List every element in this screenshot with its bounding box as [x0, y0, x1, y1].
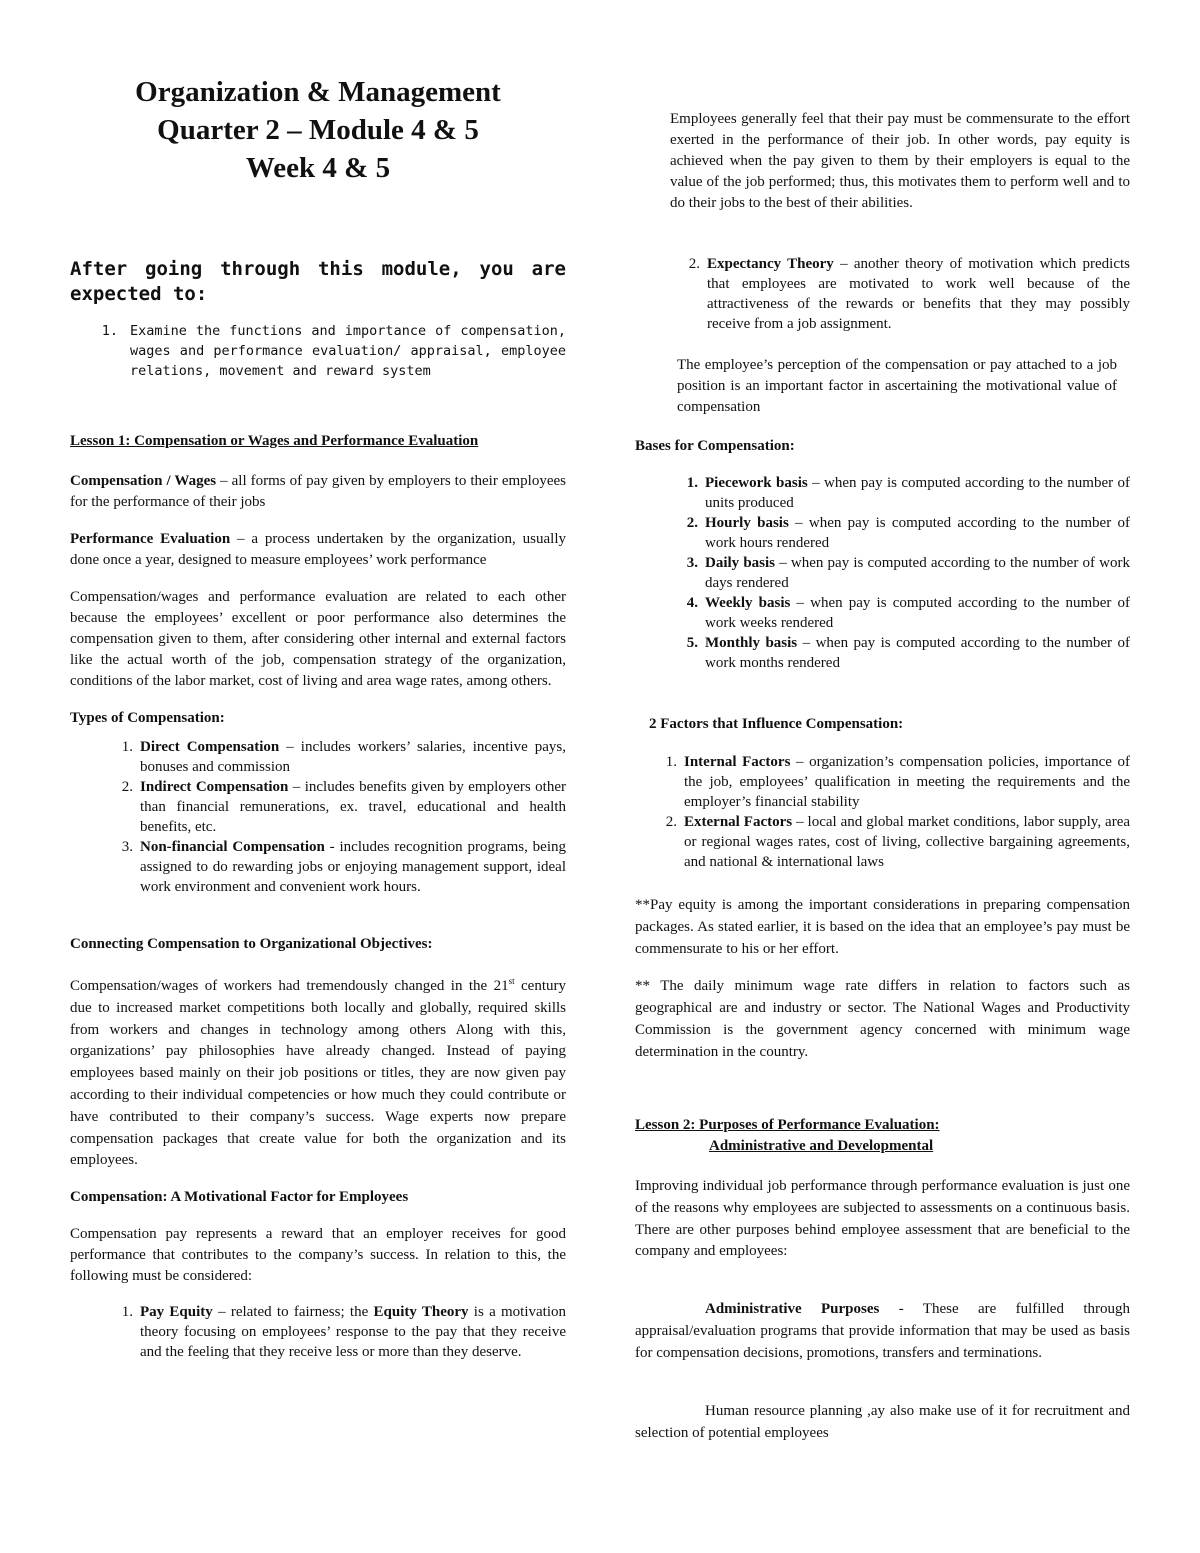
note-pay-equity: **Pay equity is among the important considerations in preparing compensation packages. As stated earlier, it is based on the idea that an employee’s pay must be commensurate to his or her effort. [635, 897, 1130, 957]
objectives-section [70, 257, 566, 381]
admin-term: Administrative Purposes [705, 1301, 880, 1317]
motivation-list [103, 1302, 566, 1362]
connecting-heading: Connecting Compensation to Organizational Objectives: [70, 936, 433, 952]
list-item: 1. Pay Equity – related to fairness; the Equity Theory is a motivation theory focusing on employees’ response to the pay that they receive and the feeling that they receive less or more than they deserve. [121, 1304, 566, 1361]
connecting-paragraph: Compensation/wages of workers had tremendously changed in the 21st century due to increased market competitions both locally and globally, required skills from workers and changes in technology among others Along with this, organizations’ pay philosophies have already changed. Instead of paying employees based mainly on their job positions or titles, they are now given pay according to their individual competencies or how much they could contribute or have contributed to their company’s success. Wage experts now prepare compensation packages that create value for both the organization and its employees. [70, 976, 567, 1169]
motivational-heading: Compensation: A Motivational Factor for Employees [70, 1189, 409, 1206]
administrative-paragraph: Administrative Purposes - These are fulfilled through appraisal/evaluation programs that provide information that may be used as basis for compensation decisions, promotions, transfers and terminations. [635, 1301, 1130, 1361]
hr-planning-paragraph: Human resource planning ,ay also make use of it for recruitment and selection of potential employees [635, 1403, 1130, 1441]
relation-paragraph: Compensation/wages and performance evaluation are related to each other because the employees’ excellent or poor performance also determines the compensation given to them, after considering other internal and external factors like the actual worth of the job, compensation strategy of the organization, conditions of the labor market, cost of living and area wage rates, among others. [70, 589, 566, 689]
types-list [103, 737, 566, 897]
list-item: 1. Piecework basis – when pay is computed according to the number of units produced [686, 475, 1131, 511]
perception-paragraph: The employee’s perception of the compensation or pay attached to a job position is an important factor in ascertaining the motivational value of compensation [677, 357, 1117, 415]
bases-heading: Bases for Compensation: [635, 438, 795, 454]
definition-performance-evaluation: Performance Evaluation – a process undertaken by the organization, usually done once a year, designed to measure employees’ work performance [70, 531, 566, 568]
lesson1-section [70, 431, 566, 1362]
factors-heading: 2 Factors that Influence Compensation: [649, 716, 904, 732]
list-item: 1. Internal Factors – organization’s compensation policies, importance of the job, employees’ qualification in meeting the requirements and the employer’s financial stability [665, 754, 1131, 810]
list-item: 3. Daily basis – when pay is computed according to the number of work days rendered [686, 555, 1130, 591]
list-item: 5. Monthly basis – when pay is computed according to the number of work months rendered [686, 635, 1130, 671]
objective-item: 1. Examine the functions and importance of compensation, wages and performance evaluation/ appraisal, employee relations, movement and reward system [101, 323, 566, 379]
list-item: 2. External Factors – local and global market conditions, labor supply, area or regional wages rates, cost of living, collective bargaining agreements, and national & international laws [665, 814, 1131, 870]
title-block [70, 73, 566, 187]
def-term: Compensation / Wages [70, 473, 217, 489]
list-item: 2. Hourly basis – when pay is computed according to the number of work hours rendered [686, 515, 1130, 551]
lesson2-heading: Lesson 2: Purposes of Performance Evaluation: Administrative and Developmental [635, 1117, 940, 1154]
note-minimum-wage: ** The daily minimum wage rate differs in relation to factors such as geographical are and industry or sector. The National Wages and Productivity Commission is the government agency concerned with minimum wage determination in the country. [635, 978, 1130, 1060]
title-line-3: Week 4 & 5 [245, 152, 391, 184]
objective-text: Examine the functions and importance of compensation, wages and performance evaluation/ appraisal, employee relations, movement and reward system [130, 323, 566, 379]
lesson1-heading: Lesson 1: Compensation or Wages and Performance Evaluation [70, 433, 479, 449]
types-heading: Types of Compensation: [70, 710, 225, 726]
lesson2-paragraph: Improving individual job performance through performance evaluation is just one of the reasons why employees are subjected to assessments on a continuous basis. There are other purposes behind employee assessment that are beneficial to the company and employees: [635, 1178, 1130, 1260]
title-line-1: Organization & Management [135, 76, 501, 108]
factors-list [647, 752, 1130, 872]
objectives-heading: After going through this module, you are expected to: [70, 258, 566, 305]
equity-paragraph: Employees generally feel that their pay must be commensurate to the effort exerted in the performance of their job. In other words, pay equity is achieved when the pay given to them by their employers is equal to the value of the job performed; thus, this motivates them to perform well and to do their jobs to the best of their abilities. [670, 111, 1130, 211]
list-item: 2. Expectancy Theory – another theory of motivation which predicts that employees are motivated to work well because of the attractiveness of the rewards or benefits that they may possibly receive from a job assignment. [688, 256, 1130, 332]
definition-compensation: Compensation / Wages – all forms of pay given by employers to their employees for the performance of their jobs [70, 473, 567, 510]
list-item: 3. Non-financial Compensation - includes recognition programs, being assigned to do rewarding jobs or enjoying management support, ideal work environment and convenient work hours. [121, 839, 566, 895]
list-item: 4. Weekly basis – when pay is computed according to the number of work weeks rendered [686, 595, 1130, 631]
def-term: Performance Evaluation [70, 531, 231, 547]
expectancy-list [670, 254, 1130, 334]
title-line-2: Quarter 2 – Module 4 & 5 [157, 114, 479, 146]
list-item: 1. Direct Compensation – includes workers’ salaries, incentive pays, bonuses and commission [121, 739, 566, 775]
list-item: 2. Indirect Compensation – includes benefits given by employers other than financial remunerations, ex. travel, educational and health benefits, etc. [121, 779, 566, 835]
bases-list [668, 473, 1130, 673]
objectives-list [70, 321, 566, 381]
motivational-paragraph: Compensation pay represents a reward that an employer receives for good performance that contributes to the company’s success. In relation to this, the following must be considered: [70, 1226, 566, 1285]
